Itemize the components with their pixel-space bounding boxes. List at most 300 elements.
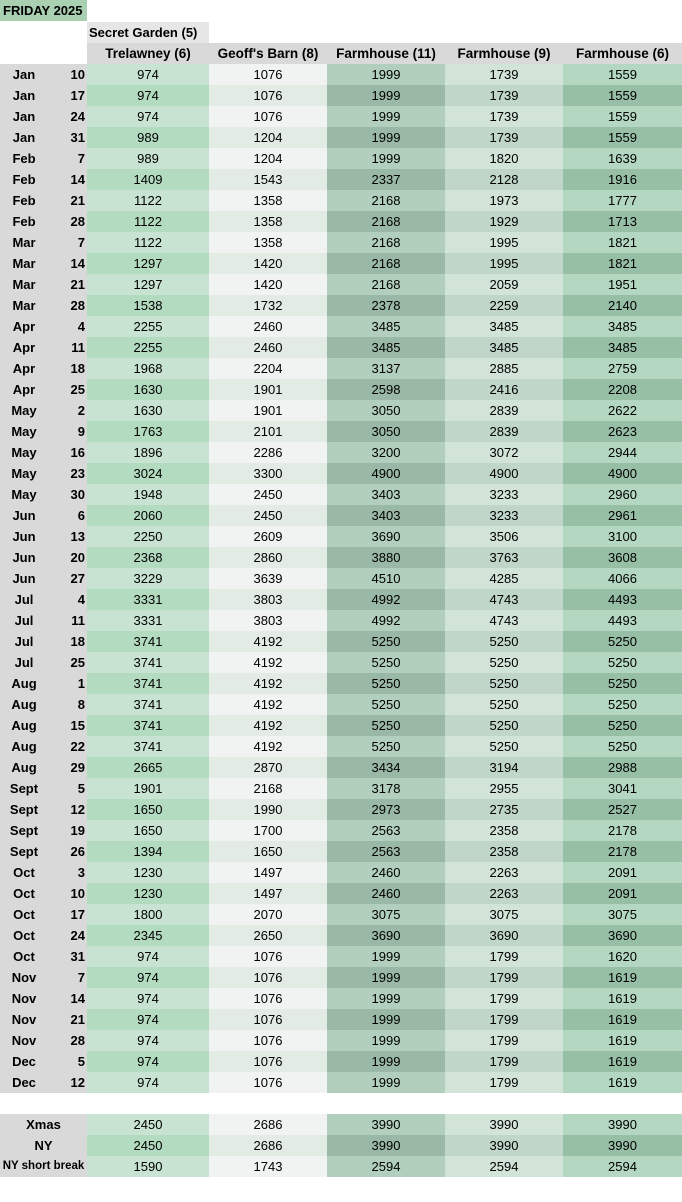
price-cell[interactable]: 1122 — [87, 232, 209, 253]
price-cell[interactable]: 2345 — [87, 925, 209, 946]
price-cell[interactable]: 5250 — [327, 736, 445, 757]
price-cell[interactable]: 1559 — [563, 64, 682, 85]
price-cell[interactable]: 2378 — [327, 295, 445, 316]
price-cell[interactable]: 3403 — [327, 505, 445, 526]
price-cell[interactable]: 2650 — [209, 925, 327, 946]
price-cell[interactable]: 1999 — [327, 1009, 445, 1030]
price-cell[interactable]: 1739 — [445, 85, 563, 106]
price-cell[interactable]: 4743 — [445, 610, 563, 631]
price-cell[interactable]: 1799 — [445, 1009, 563, 1030]
price-cell[interactable]: 5250 — [563, 694, 682, 715]
price-cell[interactable]: 989 — [87, 148, 209, 169]
row-day: 12 — [70, 1075, 85, 1090]
column-header[interactable]: Farmhouse (9) — [445, 43, 563, 64]
row-month: Feb — [12, 193, 36, 208]
price-cell[interactable]: 2759 — [563, 358, 682, 379]
price-cell[interactable]: 5250 — [327, 715, 445, 736]
price-cell[interactable]: 3741 — [87, 631, 209, 652]
price-cell[interactable]: 1076 — [209, 1030, 327, 1051]
row-date-label — [0, 1009, 87, 1030]
price-cell[interactable]: 1297 — [87, 274, 209, 295]
price-cell[interactable]: 2460 — [327, 862, 445, 883]
price-cell[interactable]: 2070 — [209, 904, 327, 925]
price-cell[interactable]: 1619 — [563, 1030, 682, 1051]
price-cell[interactable]: 4192 — [209, 715, 327, 736]
price-cell[interactable]: 1999 — [327, 85, 445, 106]
price-cell[interactable]: 2885 — [445, 358, 563, 379]
price-cell[interactable]: 2988 — [563, 757, 682, 778]
price-cell[interactable]: 2594 — [327, 1156, 445, 1177]
table-row — [0, 379, 682, 400]
price-cell[interactable]: 1739 — [445, 64, 563, 85]
price-cell[interactable]: 2609 — [209, 526, 327, 547]
price-cell[interactable]: 1619 — [563, 1072, 682, 1093]
price-cell[interactable]: 1076 — [209, 106, 327, 127]
price-cell[interactable]: 1700 — [209, 820, 327, 841]
price-cell[interactable]: 1076 — [209, 1051, 327, 1072]
price-cell[interactable]: 1559 — [563, 85, 682, 106]
row-month: Mar — [12, 277, 36, 292]
price-cell[interactable]: 3990 — [327, 1114, 445, 1135]
price-cell[interactable]: 3229 — [87, 568, 209, 589]
table-row — [0, 1072, 682, 1093]
price-cell[interactable]: 2623 — [563, 421, 682, 442]
price-cell[interactable]: 1204 — [209, 127, 327, 148]
price-cell[interactable]: 1999 — [327, 1072, 445, 1093]
price-cell[interactable]: 1122 — [87, 190, 209, 211]
price-cell[interactable]: 1122 — [87, 211, 209, 232]
price-cell[interactable]: 974 — [87, 106, 209, 127]
price-cell[interactable]: 2178 — [563, 820, 682, 841]
price-cell[interactable]: 3050 — [327, 400, 445, 421]
price-cell[interactable]: 5250 — [445, 694, 563, 715]
price-cell[interactable]: 3233 — [445, 505, 563, 526]
price-cell[interactable]: 2358 — [445, 820, 563, 841]
price-cell[interactable]: 4192 — [209, 694, 327, 715]
price-cell[interactable]: 3300 — [209, 463, 327, 484]
price-cell[interactable]: 1590 — [87, 1156, 209, 1177]
table-row — [0, 841, 682, 862]
price-cell[interactable]: 2178 — [563, 841, 682, 862]
price-cell[interactable]: 5250 — [445, 631, 563, 652]
column-header[interactable]: Farmhouse (11) — [327, 43, 445, 64]
price-cell[interactable]: 2168 — [327, 274, 445, 295]
row-date-label — [0, 526, 87, 547]
price-cell[interactable]: 974 — [87, 1030, 209, 1051]
row-date-label — [0, 421, 87, 442]
price-cell[interactable]: 1968 — [87, 358, 209, 379]
price-cell[interactable]: 1619 — [563, 967, 682, 988]
price-cell[interactable]: 2450 — [209, 505, 327, 526]
price-cell[interactable]: 2594 — [445, 1156, 563, 1177]
row-month: Oct — [13, 928, 35, 943]
price-cell[interactable]: 1639 — [563, 148, 682, 169]
price-cell[interactable]: 1420 — [209, 253, 327, 274]
price-cell[interactable]: 1358 — [209, 211, 327, 232]
price-cell[interactable]: 1799 — [445, 1051, 563, 1072]
price-cell[interactable]: 1358 — [209, 190, 327, 211]
price-cell[interactable]: 1650 — [87, 799, 209, 820]
price-cell[interactable]: 1799 — [445, 1030, 563, 1051]
price-cell[interactable]: 1713 — [563, 211, 682, 232]
price-cell[interactable]: 3990 — [445, 1135, 563, 1156]
price-cell[interactable]: 3485 — [563, 316, 682, 337]
table-row — [0, 274, 682, 295]
price-cell[interactable]: 974 — [87, 85, 209, 106]
price-cell[interactable]: 1619 — [563, 1009, 682, 1030]
price-cell[interactable]: 3075 — [327, 904, 445, 925]
column-header[interactable]: Geoff's Barn (8) — [209, 43, 327, 64]
price-cell[interactable]: 1995 — [445, 253, 563, 274]
price-cell[interactable]: 974 — [87, 988, 209, 1009]
price-cell[interactable]: 3763 — [445, 547, 563, 568]
price-cell[interactable]: 3485 — [327, 337, 445, 358]
table-row — [0, 127, 682, 148]
price-cell[interactable]: 2665 — [87, 757, 209, 778]
price-cell[interactable]: 1999 — [327, 106, 445, 127]
price-cell[interactable]: 3233 — [445, 484, 563, 505]
price-cell[interactable]: 2973 — [327, 799, 445, 820]
price-cell[interactable]: 5250 — [563, 673, 682, 694]
price-cell[interactable]: 2101 — [209, 421, 327, 442]
price-cell[interactable]: 2450 — [209, 484, 327, 505]
price-cell[interactable]: 3194 — [445, 757, 563, 778]
price-cell[interactable]: 3137 — [327, 358, 445, 379]
price-cell[interactable]: 1297 — [87, 253, 209, 274]
row-day: 24 — [70, 109, 85, 124]
price-cell[interactable]: 2204 — [209, 358, 327, 379]
price-cell[interactable]: 1076 — [209, 967, 327, 988]
price-cell[interactable]: 2255 — [87, 337, 209, 358]
price-cell[interactable]: 3200 — [327, 442, 445, 463]
price-cell[interactable]: 1076 — [209, 64, 327, 85]
price-cell[interactable]: 1358 — [209, 232, 327, 253]
table-row — [0, 799, 682, 820]
price-cell[interactable]: 1497 — [209, 883, 327, 904]
row-day: 14 — [70, 256, 85, 271]
price-cell[interactable]: 2091 — [563, 883, 682, 904]
price-cell[interactable]: 1799 — [445, 1072, 563, 1093]
price-cell[interactable]: 3331 — [87, 589, 209, 610]
price-cell[interactable]: 3485 — [563, 337, 682, 358]
price-cell[interactable]: 4743 — [445, 589, 563, 610]
price-cell[interactable]: 2208 — [563, 379, 682, 400]
price-cell[interactable]: 3485 — [445, 316, 563, 337]
price-cell[interactable]: 5250 — [445, 673, 563, 694]
price-cell[interactable]: 2960 — [563, 484, 682, 505]
price-cell[interactable]: 1901 — [209, 400, 327, 421]
price-cell[interactable]: 1559 — [563, 106, 682, 127]
row-date-label — [0, 694, 87, 715]
price-cell[interactable]: 1916 — [563, 169, 682, 190]
price-cell[interactable]: 2450 — [87, 1114, 209, 1135]
price-cell[interactable]: 989 — [87, 127, 209, 148]
price-cell[interactable]: 1821 — [563, 232, 682, 253]
price-cell[interactable]: 3608 — [563, 547, 682, 568]
price-cell[interactable]: 1543 — [209, 169, 327, 190]
row-date-label — [0, 652, 87, 673]
price-cell[interactable]: 2416 — [445, 379, 563, 400]
price-cell[interactable]: 3639 — [209, 568, 327, 589]
price-cell[interactable]: 1620 — [563, 946, 682, 967]
price-cell[interactable]: 2250 — [87, 526, 209, 547]
price-cell[interactable]: 2961 — [563, 505, 682, 526]
price-cell[interactable]: 1538 — [87, 295, 209, 316]
price-cell[interactable]: 4192 — [209, 652, 327, 673]
price-cell[interactable]: 5250 — [563, 652, 682, 673]
price-cell[interactable]: 2622 — [563, 400, 682, 421]
price-cell[interactable]: 2460 — [209, 337, 327, 358]
price-cell[interactable]: 2140 — [563, 295, 682, 316]
table-row — [0, 862, 682, 883]
price-cell[interactable]: 2286 — [209, 442, 327, 463]
price-cell[interactable]: 1763 — [87, 421, 209, 442]
price-cell[interactable]: 1409 — [87, 169, 209, 190]
group-label: Secret Garden (5) — [87, 22, 209, 43]
row-month: Apr — [12, 361, 36, 376]
price-cell[interactable]: 1230 — [87, 883, 209, 904]
price-cell[interactable]: 3990 — [563, 1114, 682, 1135]
price-cell[interactable]: 1619 — [563, 1051, 682, 1072]
price-cell[interactable]: 2527 — [563, 799, 682, 820]
price-cell[interactable]: 4900 — [445, 463, 563, 484]
row-month: Apr — [12, 340, 36, 355]
price-cell[interactable]: 1799 — [445, 946, 563, 967]
table-row — [0, 106, 682, 127]
price-cell[interactable]: 2368 — [87, 547, 209, 568]
price-cell[interactable]: 1204 — [209, 148, 327, 169]
price-cell[interactable]: 2168 — [327, 190, 445, 211]
price-cell[interactable]: 2686 — [209, 1135, 327, 1156]
price-cell[interactable]: 3050 — [327, 421, 445, 442]
row-month: Apr — [12, 319, 36, 334]
price-cell[interactable]: 2955 — [445, 778, 563, 799]
price-cell[interactable]: 3485 — [327, 316, 445, 337]
price-cell[interactable]: 2460 — [209, 316, 327, 337]
price-cell[interactable]: 5250 — [563, 715, 682, 736]
price-cell[interactable]: 2168 — [327, 253, 445, 274]
price-cell[interactable]: 1999 — [327, 988, 445, 1009]
price-cell[interactable]: 3803 — [209, 610, 327, 631]
row-month: May — [11, 403, 37, 418]
price-cell[interactable]: 2128 — [445, 169, 563, 190]
price-cell[interactable]: 2735 — [445, 799, 563, 820]
price-cell[interactable]: 3331 — [87, 610, 209, 631]
price-cell[interactable]: 1732 — [209, 295, 327, 316]
price-cell[interactable]: 1999 — [327, 1030, 445, 1051]
price-cell[interactable]: 3041 — [563, 778, 682, 799]
price-cell[interactable]: 1995 — [445, 232, 563, 253]
price-cell[interactable]: 3178 — [327, 778, 445, 799]
price-cell[interactable]: 2598 — [327, 379, 445, 400]
price-cell[interactable]: 2839 — [445, 400, 563, 421]
price-cell[interactable]: 3075 — [563, 904, 682, 925]
price-cell[interactable]: 2563 — [327, 841, 445, 862]
price-cell[interactable]: 5250 — [445, 715, 563, 736]
price-cell[interactable]: 1076 — [209, 1009, 327, 1030]
column-header[interactable]: Trelawney (6) — [87, 43, 209, 64]
price-cell[interactable]: 3990 — [327, 1135, 445, 1156]
price-cell[interactable]: 974 — [87, 1072, 209, 1093]
row-day: 11 — [71, 613, 85, 628]
price-cell[interactable]: 1743 — [209, 1156, 327, 1177]
price-cell[interactable]: 1973 — [445, 190, 563, 211]
row-date-label — [0, 85, 87, 106]
price-cell[interactable]: 1739 — [445, 106, 563, 127]
price-cell[interactable]: 2337 — [327, 169, 445, 190]
price-cell[interactable]: 1999 — [327, 64, 445, 85]
price-cell[interactable]: 3990 — [445, 1114, 563, 1135]
column-header[interactable]: Farmhouse (6) — [563, 43, 682, 64]
price-cell[interactable]: 1948 — [87, 484, 209, 505]
price-cell[interactable]: 1799 — [445, 988, 563, 1009]
price-cell[interactable]: 2594 — [563, 1156, 682, 1177]
price-cell[interactable]: 1394 — [87, 841, 209, 862]
price-cell[interactable]: 2860 — [209, 547, 327, 568]
price-cell[interactable]: 1497 — [209, 862, 327, 883]
price-cell[interactable]: 1901 — [209, 379, 327, 400]
price-cell[interactable]: 1999 — [327, 1051, 445, 1072]
price-cell[interactable]: 4285 — [445, 568, 563, 589]
price-cell[interactable]: 5250 — [445, 736, 563, 757]
price-cell[interactable]: 3741 — [87, 673, 209, 694]
price-cell[interactable]: 4066 — [563, 568, 682, 589]
price-cell[interactable]: 4992 — [327, 589, 445, 610]
price-cell[interactable]: 1076 — [209, 946, 327, 967]
price-cell[interactable]: 1619 — [563, 988, 682, 1009]
row-month: Jan — [12, 67, 36, 82]
price-cell[interactable]: 1076 — [209, 1072, 327, 1093]
price-cell[interactable]: 3506 — [445, 526, 563, 547]
price-cell[interactable]: 2686 — [209, 1114, 327, 1135]
price-cell[interactable]: 1076 — [209, 85, 327, 106]
price-cell[interactable]: 3024 — [87, 463, 209, 484]
price-cell[interactable]: 2870 — [209, 757, 327, 778]
price-cell[interactable]: 1800 — [87, 904, 209, 925]
price-cell[interactable]: 974 — [87, 1009, 209, 1030]
price-cell[interactable]: 3880 — [327, 547, 445, 568]
price-cell[interactable]: 4192 — [209, 673, 327, 694]
price-cell[interactable]: 3741 — [87, 715, 209, 736]
price-cell[interactable]: 1821 — [563, 253, 682, 274]
row-day: 24 — [70, 928, 85, 943]
price-cell[interactable]: 2358 — [445, 841, 563, 862]
price-cell[interactable]: 3075 — [445, 904, 563, 925]
price-cell[interactable]: 1739 — [445, 127, 563, 148]
price-cell[interactable]: 3690 — [563, 925, 682, 946]
price-cell[interactable]: 4192 — [209, 736, 327, 757]
price-cell[interactable]: 3100 — [563, 526, 682, 547]
price-cell[interactable]: 5250 — [327, 694, 445, 715]
price-cell[interactable]: 1999 — [327, 127, 445, 148]
price-cell[interactable]: 2259 — [445, 295, 563, 316]
price-cell[interactable]: 3741 — [87, 694, 209, 715]
price-cell[interactable]: 3803 — [209, 589, 327, 610]
price-cell[interactable]: 1420 — [209, 274, 327, 295]
price-cell[interactable]: 2168 — [209, 778, 327, 799]
price-cell[interactable]: 1559 — [563, 127, 682, 148]
price-cell[interactable]: 2091 — [563, 862, 682, 883]
price-cell[interactable]: 5250 — [563, 736, 682, 757]
price-cell[interactable]: 974 — [87, 1051, 209, 1072]
price-cell[interactable]: 2563 — [327, 820, 445, 841]
price-cell[interactable]: 1820 — [445, 148, 563, 169]
price-cell[interactable]: 4992 — [327, 610, 445, 631]
price-cell[interactable]: 5250 — [327, 631, 445, 652]
price-cell[interactable]: 5250 — [563, 631, 682, 652]
price-cell[interactable]: 1901 — [87, 778, 209, 799]
row-month: Aug — [11, 739, 37, 754]
price-cell[interactable]: 3741 — [87, 736, 209, 757]
price-cell[interactable]: 1076 — [209, 988, 327, 1009]
price-cell[interactable]: 1999 — [327, 946, 445, 967]
price-cell[interactable]: 1777 — [563, 190, 682, 211]
price-cell[interactable]: 3690 — [327, 925, 445, 946]
price-cell[interactable]: 1650 — [87, 820, 209, 841]
price-cell[interactable]: 2263 — [445, 862, 563, 883]
price-cell[interactable]: 974 — [87, 946, 209, 967]
price-cell[interactable]: 3072 — [445, 442, 563, 463]
price-cell[interactable]: 2263 — [445, 883, 563, 904]
price-cell[interactable]: 4192 — [209, 631, 327, 652]
price-cell[interactable]: 2255 — [87, 316, 209, 337]
price-cell[interactable]: 2168 — [327, 232, 445, 253]
price-cell[interactable]: 5250 — [327, 652, 445, 673]
price-cell[interactable]: 2450 — [87, 1135, 209, 1156]
price-cell[interactable]: 3990 — [563, 1135, 682, 1156]
price-cell[interactable]: 4900 — [563, 463, 682, 484]
price-cell[interactable]: 1999 — [327, 967, 445, 988]
row-month: Jul — [14, 655, 34, 670]
price-cell[interactable]: 3690 — [327, 526, 445, 547]
price-cell[interactable]: 3434 — [327, 757, 445, 778]
price-cell[interactable]: 3690 — [445, 925, 563, 946]
row-date-label — [0, 106, 87, 127]
price-cell[interactable]: 4493 — [563, 589, 682, 610]
price-cell[interactable]: 2460 — [327, 883, 445, 904]
price-cell[interactable]: 5250 — [445, 652, 563, 673]
price-cell[interactable]: 1650 — [209, 841, 327, 862]
price-cell[interactable]: 2839 — [445, 421, 563, 442]
row-date-label — [0, 673, 87, 694]
price-cell[interactable]: 2059 — [445, 274, 563, 295]
price-cell[interactable]: 974 — [87, 64, 209, 85]
price-cell[interactable]: 1799 — [445, 967, 563, 988]
row-day: 22 — [70, 739, 85, 754]
price-cell[interactable]: 1999 — [327, 148, 445, 169]
price-cell[interactable]: 2168 — [327, 211, 445, 232]
price-cell[interactable]: 4493 — [563, 610, 682, 631]
price-cell[interactable]: 2944 — [563, 442, 682, 463]
price-cell[interactable]: 1951 — [563, 274, 682, 295]
price-cell[interactable]: 1896 — [87, 442, 209, 463]
price-cell[interactable]: 1630 — [87, 379, 209, 400]
price-cell[interactable]: 1230 — [87, 862, 209, 883]
price-cell[interactable]: 3741 — [87, 652, 209, 673]
price-cell[interactable]: 1630 — [87, 400, 209, 421]
price-cell[interactable]: 974 — [87, 967, 209, 988]
price-cell[interactable]: 4900 — [327, 463, 445, 484]
row-day: 8 — [77, 697, 85, 712]
table-row — [0, 169, 682, 190]
price-cell[interactable]: 1990 — [209, 799, 327, 820]
price-cell[interactable]: 5250 — [327, 673, 445, 694]
price-cell[interactable]: 2060 — [87, 505, 209, 526]
price-cell[interactable]: 1929 — [445, 211, 563, 232]
price-cell[interactable]: 4510 — [327, 568, 445, 589]
price-cell[interactable]: 3485 — [445, 337, 563, 358]
price-cell[interactable]: 3403 — [327, 484, 445, 505]
